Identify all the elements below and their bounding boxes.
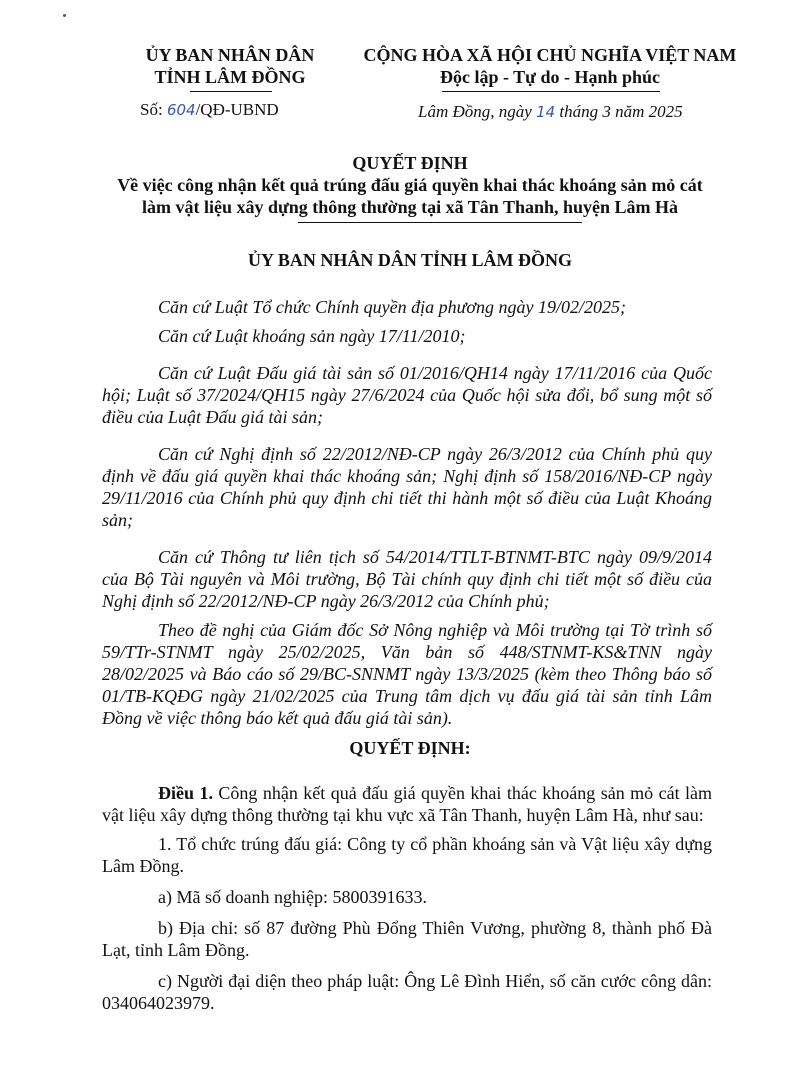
title-underline xyxy=(298,222,582,223)
article-1-label: Điều 1. xyxy=(158,783,213,803)
agency-name xyxy=(110,44,350,88)
number-prefix: Số: xyxy=(140,100,167,119)
nation-name: CỘNG HÒA XÃ HỘI CHỦ NGHĨA VIỆT NAM xyxy=(363,45,737,65)
article-1-item: a) Mã số doanh nghiệp: 5800391633. xyxy=(158,887,427,907)
article-1 xyxy=(102,782,712,1014)
day-handwritten: 14 xyxy=(536,103,556,121)
title-block xyxy=(60,152,760,218)
national-heading xyxy=(360,44,740,88)
basis-item: Theo đề nghị của Giám đốc Sở Nông nghiệp và Môi trường tại Tờ trình số 59/TTr-STNMT ngày 25/02/2025, Văn bản số 448/STNMT-KS&TNN ngày 28/02/2025 và Báo cáo số 29/BC-SNNMT ngày 13/3/2025 (kèm theo Thông báo số 01/TB-KQĐG ngày 21/02/2025 của Trung tâm dịch vụ đấu giá tài sản tỉnh Lâm Đồng về việc thông báo kết quả đấu giá tài sản). xyxy=(102,620,712,728)
number-handwritten: 604 xyxy=(166,101,196,119)
agency-line-1: ỦY BAN NHÂN DÂN xyxy=(145,45,315,65)
article-1-item: c) Người đại diện theo pháp luật: Ông Lê Đình Hiển, số căn cước công dân: 034064023979. xyxy=(102,971,712,1013)
article-1-intro xyxy=(102,782,712,826)
document-number xyxy=(140,100,279,120)
document-type: QUYẾT ĐỊNH xyxy=(352,153,468,173)
article-1-item: 1. Tổ chức trúng đấu giá: Công ty cổ phần khoáng sản và Vật liệu xây dựng Lâm Đồng. xyxy=(102,834,712,876)
basis-item: Căn cứ Luật khoáng sản ngày 17/11/2010; xyxy=(158,326,466,346)
scan-speck xyxy=(63,14,66,17)
place-date-suffix: tháng 3 năm 2025 xyxy=(555,102,683,121)
basis-item: Căn cứ Luật Tổ chức Chính quyền địa phương ngày 19/02/2025; xyxy=(158,297,627,317)
basis-item: Căn cứ Nghị định số 22/2012/NĐ-CP ngày 26/3/2012 của Chính phủ quy định về đấu giá quyền khai thác khoáng sản; Nghị định số 158/2016/NĐ-CP ngày 29/11/2016 của Chính phủ quy định chi tiết thi hành một số điều của Luật Khoáng sản; xyxy=(102,444,712,530)
legal-bases xyxy=(102,296,712,729)
subject-line-1: Về việc công nhận kết quả trúng đấu giá quyền khai thác khoáng sản mỏ cát xyxy=(117,175,703,195)
article-1-text: Công nhận kết quả đấu giá quyền khai thác khoáng sản mỏ cát làm vật liệu xây dựng thông thường tại khu vực xã Tân Thanh, huyện Lâm Hà, như sau: xyxy=(102,783,713,825)
subject-line-2: làm vật liệu xây dựng thông thường tại xã Tân Thanh, huyện Lâm Hà xyxy=(141,197,679,217)
place-date-prefix: Lâm Đồng, ngày xyxy=(418,102,537,121)
agency-line-2: TỈNH LÂM ĐỒNG xyxy=(154,67,306,87)
decision-heading: QUYẾT ĐỊNH: xyxy=(349,738,471,758)
article-1-item: b) Địa chỉ: số 87 đường Phù Đổng Thiên Vương, phường 8, thành phố Đà Lạt, tỉnh Lâm Đồng. xyxy=(102,918,712,960)
motto-underline xyxy=(442,91,660,92)
place-date xyxy=(418,102,683,122)
basis-item: Căn cứ Thông tư liên tịch số 54/2014/TTLT-BTNMT-BTC ngày 09/9/2014 của Bộ Tài nguyên và Môi trường, Bộ Tài chính quy định chi tiết một số điều của Nghị định số 22/2012/NĐ-CP ngày 26/3/2012 của Chính phủ; xyxy=(102,547,712,611)
basis-item: Căn cứ Luật Đấu giá tài sản số 01/2016/QH14 ngày 17/11/2016 của Quốc hội; Luật số 37/2024/QH15 ngày 27/6/2024 của Quốc hội sửa đổi, bổ sung một số điều của Luật Đấu giá tài sản; xyxy=(102,363,712,427)
issuing-authority: ỦY BAN NHÂN DÂN TỈNH LÂM ĐỒNG xyxy=(247,250,572,270)
national-motto: Độc lập - Tự do - Hạnh phúc xyxy=(439,67,661,87)
number-suffix: /QĐ-UBND xyxy=(195,100,279,119)
agency-underline xyxy=(190,91,272,92)
